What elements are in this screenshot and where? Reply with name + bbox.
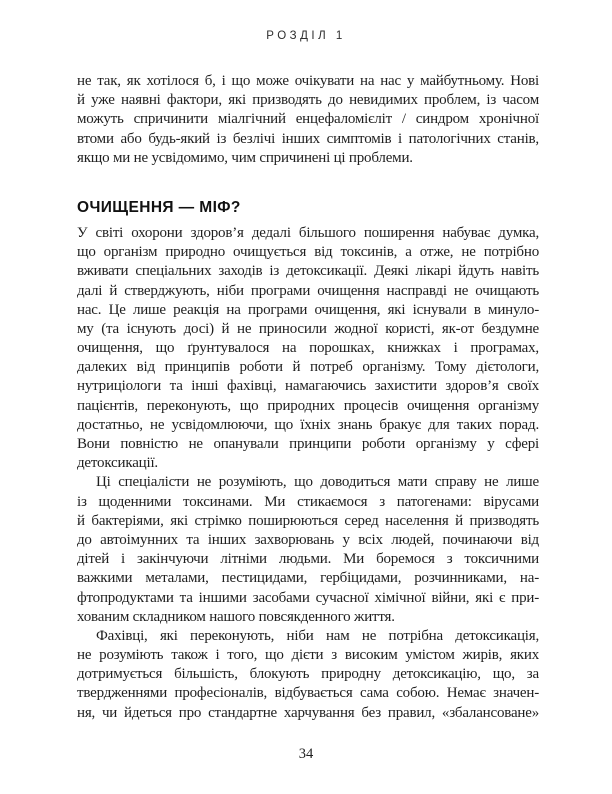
text-line: втоми або будь-який із безлічі інших симптомів і патологічних станів,	[77, 130, 539, 147]
chapter-running-head: РОЗДІЛ 1	[266, 30, 346, 42]
text-line: нутриціологи та інші фахівці, намагаючись захистити здоров’я своїх	[77, 378, 539, 395]
text-line: ня, чи йдеться про стандартне харчування без правил, «збалансоване»	[77, 704, 539, 721]
text-line: очищення, що ґрунтувалося на порошках, книжках і програмах,	[77, 340, 539, 357]
text-line: дотримується більшість, блокують природну детоксикацію, що, за	[77, 666, 539, 683]
text-line: важкими металами, пестицидами, гербіцидами, розчинниками, на-	[77, 570, 539, 587]
text-line: й уже наявні фактори, які призводять до невидимих проблем, із часом	[77, 92, 539, 109]
text-line: до автоімунних та інших захворювань у всіх людей, починаючи від	[77, 531, 539, 548]
text-line: Вони повністю не опанували принципи роботи організму у сфері	[77, 436, 539, 452]
text-line: фтопродуктами та іншими засобами сучасної хімічної війни, які є при-	[77, 589, 539, 606]
text-line: пацієнтів, переконують, що природних процесів очищення організму	[77, 397, 539, 414]
text-line: не розуміють також і того, що дієти з високим умістом жирів, яких	[77, 647, 539, 664]
text-line: можуть спричинити міалгічний енцефаломієліт / синдром хронічної	[77, 111, 539, 128]
section-heading: ОЧИЩЕННЯ — МІФ?	[77, 198, 241, 216]
paragraph	[77, 224, 539, 473]
text-line: що організм природно очищується від токсинів, а отже, не потрібно	[77, 244, 539, 261]
text-line: детоксикації.	[77, 455, 158, 472]
paragraph	[77, 627, 539, 723]
text-line: не так, як хотілося б, і що може очікувати на нас у майбутньому. Нові	[77, 73, 539, 89]
text-line: У світі охорони здоров’я дедалі більшого поширення набуває думка,	[77, 224, 539, 241]
paragraph	[77, 72, 539, 168]
text-line: достатньо, не усвідомлюючи, що їхніх знань бракує для таких порад.	[77, 416, 539, 433]
text-line: нас. Це лише реакція на програми очищення, які існували в минуло-	[77, 301, 539, 318]
text-line: далеких від принципів роботи й потреб організму. Тому дієтологи,	[77, 359, 539, 376]
text-line: му (та існують досі) й не приносили жодної користі, як-от бездумне	[77, 320, 539, 337]
page-number: 34	[298, 746, 314, 762]
text-line: із щоденними токсинами. Ми стикаємося з патогенами: вірусами	[77, 493, 539, 510]
text-line: далі й стверджують, ніби програми очищення насправді не очищають	[77, 282, 539, 299]
text-line: й бактеріями, які стрімко поширюються серед населення й призводять	[77, 512, 539, 529]
text-line: хованим складником нашого повсякденного життя.	[77, 608, 395, 625]
text-line: Фахівці, які переконують, ніби нам не потрібна детоксикація,	[96, 627, 539, 644]
text-line: Ці спеціалісти не розуміють, що доводиться мати справу не лише	[96, 474, 539, 491]
text-line: дітей і закінчуючи літніми людьми. Ми боремося з токсичними	[77, 551, 539, 568]
page-body	[77, 72, 539, 723]
paragraph	[77, 473, 539, 627]
text-line: твердженнями професіоналів, відбувається сама собою. Немає значен-	[77, 685, 539, 702]
text-line: якщо ми не усвідомимо, чим спричинені ці проблеми.	[77, 149, 413, 166]
text-line: вживати спеціальних заходів із детоксикації. Деякі лікарі йдуть навіть	[77, 263, 539, 280]
